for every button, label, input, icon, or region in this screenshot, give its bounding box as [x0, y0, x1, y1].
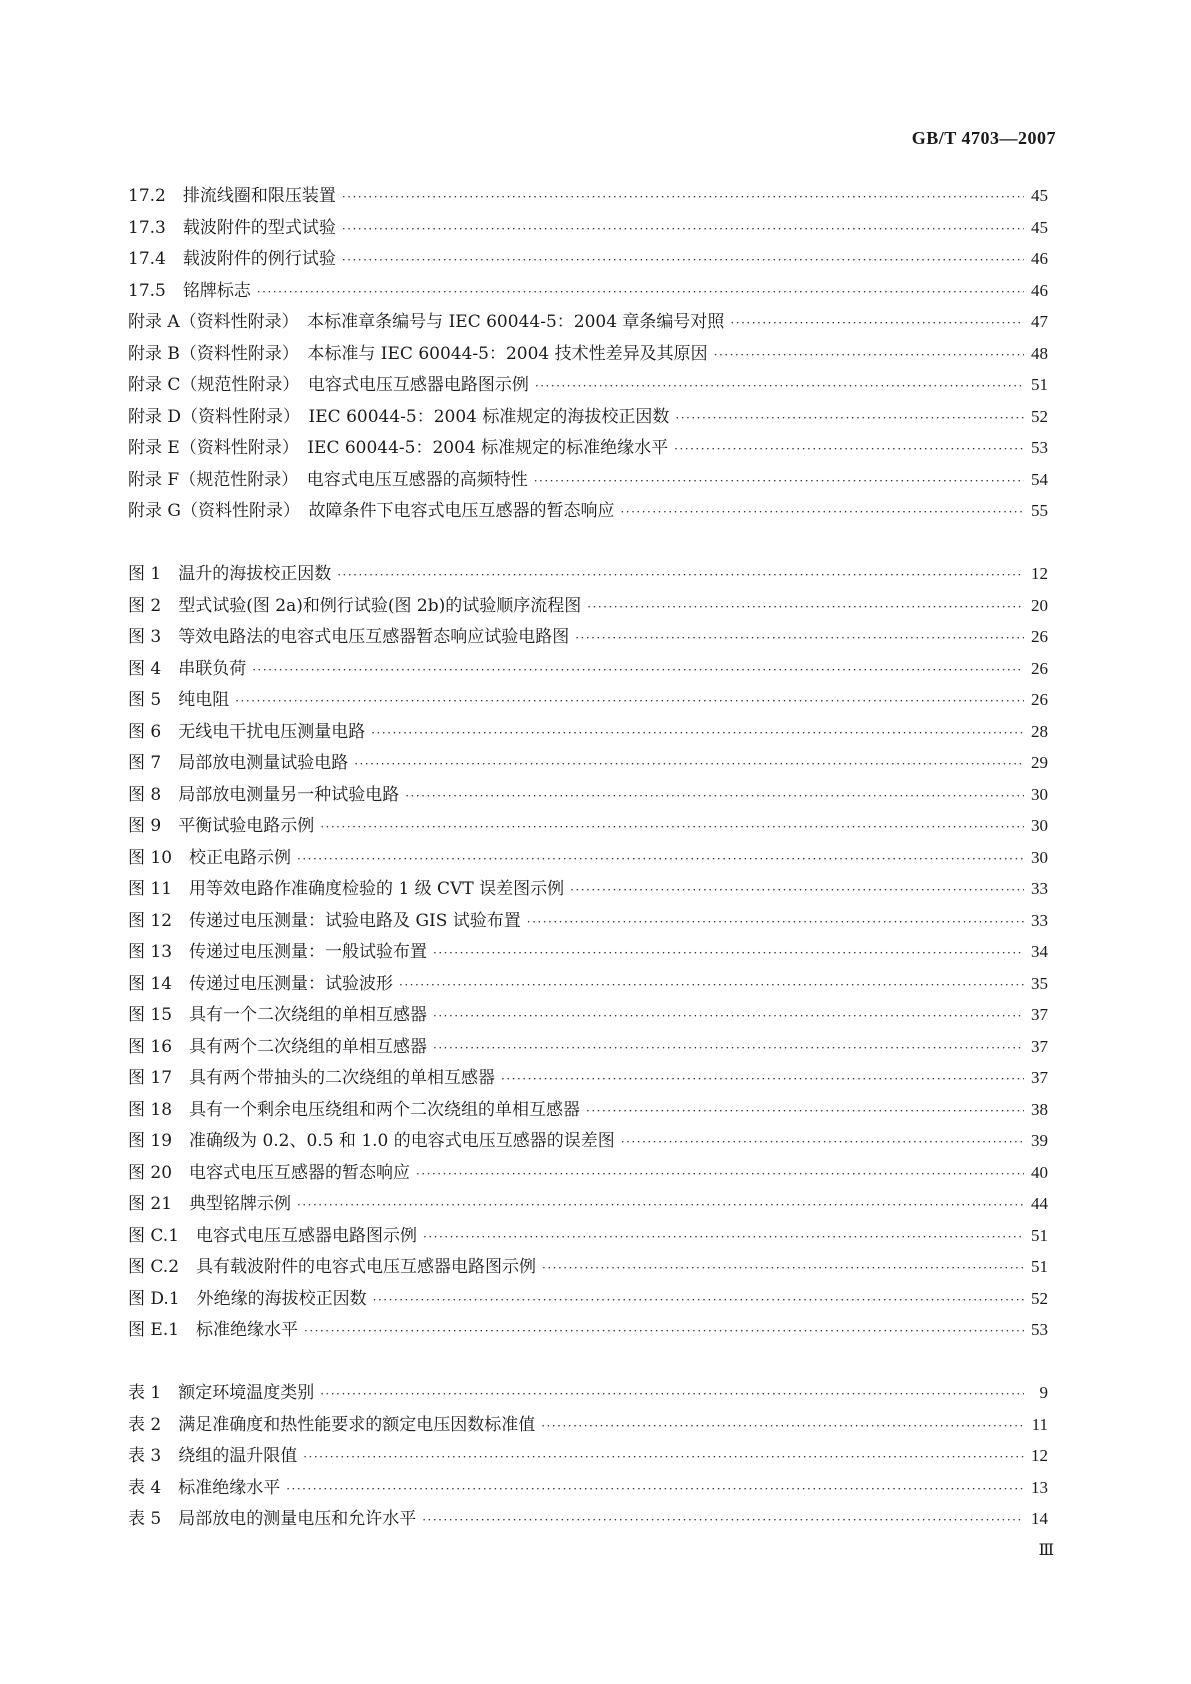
- toc-entry-label: 图 19 准确级为 0.2、0.5 和 1.0 的电容式电压互感器的误差图: [128, 1131, 615, 1151]
- toc-entry-page: 26: [1031, 627, 1048, 646]
- toc-entry: [128, 558, 1048, 590]
- toc-dot-leader: [371, 718, 1024, 750]
- toc-entry-page: 29: [1031, 753, 1048, 772]
- toc-dot-leader: [433, 1001, 1024, 1033]
- toc-dot-leader: [527, 907, 1024, 939]
- toc-entry-page: 20: [1031, 595, 1048, 615]
- toc-entry-page: 47: [1031, 312, 1048, 331]
- toc-dot-leader: [714, 340, 1024, 372]
- toc-entry-label: 17.4 载波附件的例行试验: [128, 249, 336, 269]
- toc-dot-leader: [433, 1033, 1024, 1065]
- toc-entry-page: 52: [1031, 1288, 1048, 1308]
- toc-dot-leader: [252, 655, 1024, 687]
- toc-entry-label: 附录 A（资料性附录） 本标准章条编号与 IEC 60044-5：2004 章条编号对照: [128, 312, 725, 332]
- toc-entry-page: 11: [1031, 1414, 1048, 1434]
- toc-entry: [128, 1503, 1048, 1535]
- toc-entry-page: 26: [1031, 690, 1048, 709]
- toc-entry-page: 53: [1031, 1320, 1048, 1339]
- toc-entry: [128, 306, 1048, 338]
- toc-entry-label: 附录 E（资料性附录） IEC 60044-5：2004 标准规定的标准绝缘水平: [128, 438, 669, 458]
- toc-entry-label: 图 10 校正电路示例: [128, 847, 292, 868]
- toc-dot-leader: [337, 560, 1024, 592]
- toc-entry-page: 30: [1031, 847, 1048, 867]
- toc-entry-label: 图 20 电容式电压互感器的暂态响应: [128, 1162, 411, 1183]
- toc-dot-leader: [257, 277, 1024, 309]
- toc-entry: [128, 1031, 1048, 1063]
- toc-dot-leader: [586, 1096, 1024, 1128]
- toc-entry: [128, 1472, 1048, 1504]
- toc-entry: [128, 779, 1048, 811]
- toc-entry: [128, 842, 1048, 874]
- toc-section-tables: [128, 1377, 1048, 1535]
- toc-entry-label: 图 8 局部放电测量另一种试验电路: [128, 784, 400, 805]
- toc-entry-label: 图 13 传递过电压测量：一般试验布置: [128, 942, 428, 962]
- toc-entry-page: 55: [1031, 501, 1048, 520]
- toc-dot-leader: [422, 1505, 1024, 1537]
- toc-entry: [128, 621, 1048, 653]
- toc-entry-page: 45: [1031, 217, 1048, 237]
- toc-entry-page: 30: [1031, 816, 1048, 835]
- toc-dot-leader: [342, 214, 1024, 246]
- toc-entry: [128, 1251, 1048, 1283]
- toc-entry: [128, 716, 1048, 748]
- toc-dot-leader: [342, 245, 1024, 277]
- toc-entry: [128, 684, 1048, 716]
- toc-entry-label: 表 4 标准绝缘水平: [128, 1477, 281, 1498]
- toc-entry-label: 表 3 绕组的温升限值: [128, 1446, 298, 1466]
- toc-entry: [128, 432, 1048, 464]
- toc-entry-label: 表 5 局部放电的测量电压和允许水平: [128, 1509, 417, 1529]
- toc-dot-leader: [405, 781, 1024, 813]
- toc-entry: [128, 180, 1048, 212]
- toc-dot-leader: [320, 812, 1024, 844]
- toc-entry-page: 34: [1031, 942, 1048, 961]
- toc-dot-leader: [342, 182, 1024, 214]
- toc-entry: [128, 464, 1048, 496]
- toc-entry-page: 35: [1031, 973, 1048, 993]
- toc-entry: [128, 495, 1048, 527]
- toc-dot-leader: [373, 1285, 1024, 1317]
- toc-entry-label: 图 15 具有一个二次绕组的单相互感器: [128, 1005, 428, 1025]
- toc-entry-page: 46: [1031, 280, 1048, 300]
- toc-dot-leader: [423, 1222, 1024, 1254]
- toc-entry-label: 图 14 传递过电压测量：试验波形: [128, 973, 394, 994]
- toc-entry-page: 12: [1031, 564, 1048, 583]
- toc-entry-page: 33: [1031, 879, 1048, 898]
- toc-entry-label: 图 2 型式试验(图 2a)和例行试验(图 2b)的试验顺序流程图: [128, 595, 582, 616]
- toc-dot-leader: [297, 844, 1024, 876]
- toc-dot-leader: [674, 434, 1024, 466]
- toc-entry-page: 51: [1031, 375, 1048, 394]
- toc-entry-label: 附录 B（资料性附录） 本标准与 IEC 60044-5：2004 技术性差异及其原因: [128, 343, 708, 364]
- toc-entry-label: 图 C.1 电容式电压互感器电路图示例: [128, 1225, 418, 1246]
- toc-dot-leader: [416, 1159, 1024, 1191]
- toc-entry-page: 30: [1031, 784, 1048, 804]
- toc-dot-leader: [304, 1316, 1024, 1348]
- toc-entry-page: 51: [1031, 1257, 1048, 1276]
- toc-entry: [128, 747, 1048, 779]
- table-of-contents: [128, 180, 1048, 1535]
- toc-dot-leader: [570, 875, 1024, 907]
- toc-entry-label: 附录 F（规范性附录） 电容式电压互感器的高频特性: [128, 469, 528, 490]
- toc-entry-label: 图 12 传递过电压测量：试验电路及 GIS 试验布置: [128, 910, 521, 931]
- toc-section-clauses: [128, 180, 1048, 527]
- toc-entry: [128, 1094, 1048, 1126]
- toc-dot-leader: [501, 1064, 1024, 1096]
- toc-dot-leader: [675, 403, 1024, 435]
- toc-dot-leader: [320, 1379, 1024, 1411]
- toc-entry-label: 图 D.1 外绝缘的海拔校正因数: [128, 1288, 367, 1309]
- toc-entry: [128, 401, 1048, 433]
- toc-entry-page: 26: [1031, 658, 1048, 678]
- toc-dot-leader: [730, 308, 1024, 340]
- toc-entry: [128, 999, 1048, 1031]
- toc-entry-page: 33: [1031, 910, 1048, 930]
- toc-entry-label: 17.5 铭牌标志: [128, 280, 251, 301]
- toc-entry-label: 图 6 无线电干扰电压测量电路: [128, 721, 366, 742]
- toc-entry-label: 附录 G（资料性附录） 故障条件下电容式电压互感器的暂态响应: [128, 501, 615, 521]
- toc-entry: [128, 275, 1048, 307]
- toc-dot-leader: [286, 1474, 1024, 1506]
- toc-entry: [128, 810, 1048, 842]
- toc-entry-label: 图 11 用等效电路作准确度检验的 1 级 CVT 误差图示例: [128, 879, 565, 899]
- toc-dot-leader: [575, 623, 1024, 655]
- toc-entry: [128, 1125, 1048, 1157]
- toc-entry-page: 39: [1031, 1131, 1048, 1150]
- toc-entry-label: 图 4 串联负荷: [128, 658, 247, 679]
- toc-entry-page: 51: [1031, 1225, 1048, 1245]
- toc-entry-label: 图 E.1 标准绝缘水平: [128, 1320, 299, 1340]
- toc-entry-label: 图 5 纯电阻: [128, 690, 230, 710]
- toc-dot-leader: [587, 592, 1024, 624]
- toc-entry-page: 37: [1031, 1005, 1048, 1024]
- toc-entry: [128, 905, 1048, 937]
- toc-entry-label: 表 2 满足准确度和热性能要求的额定电压因数标准值: [128, 1414, 536, 1435]
- toc-entry: [128, 1188, 1048, 1220]
- toc-entry-page: 54: [1031, 469, 1048, 489]
- toc-entry: [128, 1314, 1048, 1346]
- toc-entry-label: 图 16 具有两个二次绕组的单相互感器: [128, 1036, 428, 1057]
- toc-entry-page: 38: [1031, 1099, 1048, 1119]
- toc-dot-leader: [621, 1127, 1024, 1159]
- toc-entry: [128, 1409, 1048, 1441]
- toc-dot-leader: [542, 1253, 1024, 1285]
- page-number: Ⅲ: [1038, 1542, 1054, 1559]
- toc-entry: [128, 968, 1048, 1000]
- toc-entry-page: 13: [1031, 1477, 1048, 1497]
- toc-entry: [128, 1377, 1048, 1409]
- toc-entry-page: 37: [1031, 1068, 1048, 1087]
- toc-dot-leader: [433, 938, 1024, 970]
- toc-dot-leader: [297, 1190, 1024, 1222]
- toc-entry-label: 17.2 排流线圈和限压装置: [128, 186, 336, 206]
- toc-entry-label: 17.3 载波附件的型式试验: [128, 217, 336, 238]
- toc-dot-leader: [620, 497, 1024, 529]
- toc-entry-label: 图 18 具有一个剩余电压绕组和两个二次绕组的单相互感器: [128, 1099, 581, 1120]
- toc-entry: [128, 338, 1048, 370]
- toc-entry-page: 53: [1031, 438, 1048, 457]
- toc-entry: [128, 873, 1048, 905]
- toc-entry-label: 图 1 温升的海拔校正因数: [128, 564, 332, 584]
- toc-entry-page: 9: [1039, 1383, 1048, 1402]
- toc-entry-page: 28: [1031, 721, 1048, 741]
- toc-entry-label: 图 21 典型铭牌示例: [128, 1194, 292, 1214]
- toc-section-figures: [128, 558, 1048, 1346]
- toc-entry-page: 46: [1031, 249, 1048, 268]
- toc-entry-label: 附录 D（资料性附录） IEC 60044-5：2004 标准规定的海拔校正因数: [128, 406, 670, 427]
- toc-entry-label: 附录 C（规范性附录） 电容式电压互感器电路图示例: [128, 375, 529, 395]
- toc-entry: [128, 1157, 1048, 1189]
- toc-entry-label: 图 17 具有两个带抽头的二次绕组的单相互感器: [128, 1068, 496, 1088]
- toc-entry-page: 37: [1031, 1036, 1048, 1056]
- toc-dot-leader: [534, 466, 1024, 498]
- toc-entry: [128, 936, 1048, 968]
- toc-entry: [128, 653, 1048, 685]
- toc-dot-leader: [541, 1411, 1024, 1443]
- toc-dot-leader: [235, 686, 1024, 718]
- toc-entry: [128, 369, 1048, 401]
- toc-entry-page: 48: [1031, 343, 1048, 363]
- toc-entry: [128, 1220, 1048, 1252]
- toc-entry: [128, 1440, 1048, 1472]
- toc-entry-label: 图 7 局部放电测量试验电路: [128, 753, 349, 773]
- toc-entry-page: 40: [1031, 1162, 1048, 1182]
- toc-dot-leader: [399, 970, 1024, 1002]
- toc-entry-label: 图 C.2 具有载波附件的电容式电压互感器电路图示例: [128, 1257, 537, 1277]
- toc-entry-page: 44: [1031, 1194, 1048, 1213]
- toc-entry-label: 表 1 额定环境温度类别: [128, 1383, 315, 1403]
- standard-code: GB/T 4703—2007: [911, 128, 1056, 148]
- toc-entry-label: 图 3 等效电路法的电容式电压互感器暂态响应试验电路图: [128, 627, 570, 647]
- toc-entry-page: 45: [1031, 186, 1048, 205]
- toc-entry-label: 图 9 平衡试验电路示例: [128, 816, 315, 836]
- toc-dot-leader: [354, 749, 1024, 781]
- toc-entry: [128, 1283, 1048, 1315]
- toc-entry: [128, 590, 1048, 622]
- toc-entry: [128, 212, 1048, 244]
- toc-entry: [128, 243, 1048, 275]
- toc-dot-leader: [303, 1442, 1024, 1474]
- toc-dot-leader: [535, 371, 1024, 403]
- toc-entry-page: 14: [1031, 1509, 1048, 1528]
- toc-entry-page: 12: [1031, 1446, 1048, 1465]
- toc-entry-page: 52: [1031, 406, 1048, 426]
- toc-entry: [128, 1062, 1048, 1094]
